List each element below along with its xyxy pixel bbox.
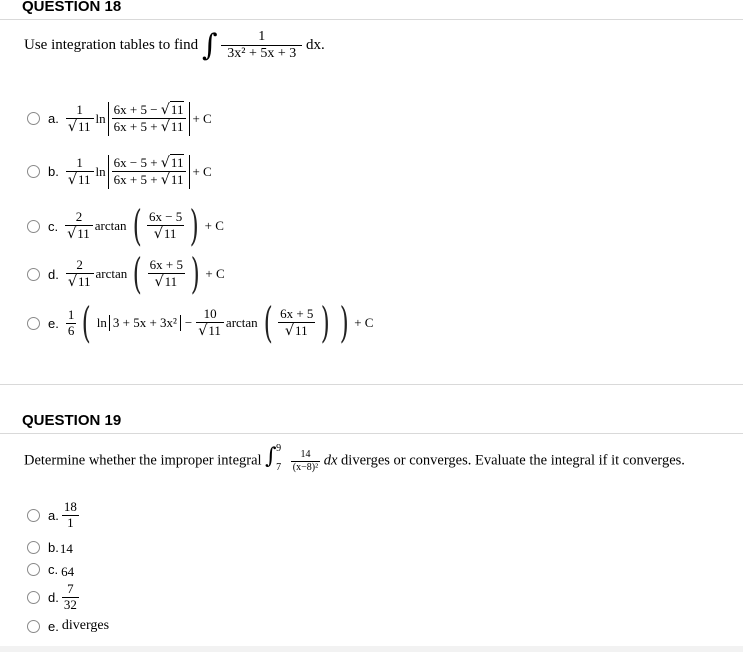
num-radicand: 11	[170, 102, 184, 117]
ln-name: ln	[96, 315, 107, 330]
option-e-value: diverges	[61, 618, 110, 633]
abs-expression: 3 + 5x + 3x²	[109, 315, 181, 331]
integrand-numerator: 14	[300, 449, 311, 460]
left-paren: (	[82, 298, 92, 347]
value-numerator: 18	[63, 499, 77, 514]
fn-name: arctan	[225, 315, 258, 330]
coef-numerator: 1	[67, 306, 75, 322]
dx-label: dx.	[306, 37, 325, 53]
definite-integral	[265, 443, 287, 476]
q19-option-d[interactable]	[27, 582, 79, 613]
fn-name: arctan	[95, 266, 128, 281]
radio-d[interactable]	[27, 591, 40, 604]
coef-radicand: 11	[77, 118, 91, 134]
abs-numerator: 6x − 5 +	[113, 155, 161, 170]
coef-numerator: 2	[75, 208, 83, 224]
minus-sign: −	[184, 315, 193, 330]
option-c[interactable]	[27, 201, 225, 250]
abs-denominator: 6x + 5 +	[113, 172, 161, 188]
integrand	[291, 449, 320, 473]
option-letter: d.	[48, 266, 59, 282]
coef-numerator: 2	[76, 256, 83, 272]
coef-radicand: 11	[77, 171, 91, 187]
option-letter: e.	[48, 315, 59, 331]
integrand-numerator: 1	[258, 28, 266, 44]
question-divider	[0, 384, 743, 385]
fn-name: arctan	[94, 218, 127, 233]
radio-a[interactable]	[27, 112, 40, 125]
option-d-expression: $\frac{2}{√11}$ arctan ( $\frac{6x + 5}{√11}$ ) + C	[67, 249, 225, 298]
option-e-expression: $\frac{1}{6}$ ( ln 3 + 5x + 3x² − $\frac{10}{√11}$ arctan ( $\frac{6x + 5}{√11}$ ) ) + C	[67, 298, 374, 347]
left-paren: (	[132, 201, 142, 250]
option-e[interactable]	[27, 298, 374, 347]
option-d[interactable]	[27, 249, 226, 298]
coef-numerator: 1	[76, 154, 83, 170]
radio-e[interactable]	[27, 620, 40, 633]
arg-numerator: 6x − 5	[148, 208, 183, 224]
option-letter: b.	[48, 164, 59, 180]
den-radicand: 11	[170, 119, 184, 135]
constant: + C	[204, 218, 224, 233]
question-19-header	[0, 412, 743, 434]
option-letter: b.	[48, 539, 59, 555]
den-radicand: 11	[170, 172, 184, 188]
option-b-expression: $\frac{1}{√11}$ ln $\frac{6x - 5 + √11}{6x + 5 + √11}$ + C	[67, 154, 212, 189]
integral-sign: ∫	[201, 28, 218, 63]
value-denominator: 1	[62, 515, 79, 531]
option-letter: e.	[48, 618, 59, 634]
arg-numerator: 6x + 5	[149, 256, 183, 272]
left-paren: (	[132, 249, 142, 298]
option-a[interactable]	[27, 102, 213, 136]
question-19-prompt	[24, 443, 685, 476]
option-letter: d.	[48, 589, 59, 605]
prompt-text: Use integration tables to find	[24, 37, 199, 53]
dx-label: dx	[323, 452, 338, 469]
right-paren: )	[190, 249, 200, 298]
q19-option-a[interactable]	[27, 500, 79, 531]
abs-numerator: 6x + 5 −	[113, 102, 161, 117]
option-a-value	[62, 500, 79, 531]
integrand-denominator: 3x² + 5x + 3	[221, 45, 302, 62]
constant: + C	[205, 266, 225, 281]
question-19-title: QUESTION 19	[22, 412, 122, 429]
prompt-text-after: diverges or converges. Evaluate the integral if it converges.	[341, 452, 685, 469]
q19-option-b[interactable]	[27, 539, 73, 555]
left-paren-inner: (	[263, 298, 273, 347]
radio-d[interactable]	[27, 268, 40, 281]
q19-option-e[interactable]	[27, 618, 109, 634]
constant: + C	[354, 315, 374, 330]
arg-radicand: 11	[295, 322, 308, 338]
abs-denominator: 6x + 5 +	[113, 119, 161, 135]
option-letter: a.	[48, 507, 59, 523]
question-18-header	[0, 0, 743, 20]
option-letter: c.	[48, 561, 59, 577]
lower-limit: 7	[276, 462, 282, 473]
option-letter: a.	[48, 111, 59, 127]
right-paren-inner: )	[321, 298, 331, 347]
right-paren: )	[189, 201, 199, 250]
option-b[interactable]	[27, 155, 213, 189]
value-numerator: 7	[67, 581, 74, 596]
radio-c[interactable]	[27, 563, 40, 576]
option-b-value: 14	[59, 541, 73, 556]
coef2-numerator: 10	[203, 305, 217, 321]
radio-a[interactable]	[27, 509, 40, 522]
option-c-expression: $\frac{2}{√11}$ arctan ( $\frac{6x - 5}{√11}$ ) + C	[67, 201, 224, 250]
option-c-value: 64	[61, 564, 75, 579]
coef-radicand: 11	[77, 273, 91, 289]
integrand	[221, 29, 302, 62]
radio-c[interactable]	[27, 220, 40, 233]
constant: + C	[192, 163, 212, 179]
constant: + C	[192, 110, 212, 126]
radio-b[interactable]	[27, 165, 40, 178]
option-d-value	[62, 582, 79, 613]
num-radicand: 11	[170, 155, 184, 170]
question-18-title: QUESTION 18	[22, 0, 122, 15]
coef-denominator: 6	[67, 322, 75, 338]
fn-name: ln	[95, 163, 106, 179]
prompt-text-before: Determine whether the improper integral	[24, 452, 262, 469]
arg-numerator: 6x + 5	[280, 305, 314, 321]
integrand-denominator: (x−8)²	[292, 461, 319, 473]
question-18-prompt	[24, 28, 325, 63]
fn-name: ln	[95, 110, 106, 126]
arg-radicand: 11	[163, 225, 177, 241]
radio-e[interactable]	[27, 317, 40, 330]
right-paren: )	[339, 298, 349, 347]
upper-limit: 9	[276, 443, 282, 454]
option-letter: c.	[48, 218, 59, 234]
value-denominator: 32	[63, 596, 77, 612]
q19-option-c[interactable]	[27, 561, 74, 577]
bottom-border	[0, 646, 743, 652]
radio-b[interactable]	[27, 541, 40, 554]
option-a-expression: $\frac{1}{√11}$ ln $\frac{6x + 5 - √11}{6x + 5 + √11}$ + C	[67, 101, 212, 136]
integral-sign: ∫	[265, 444, 277, 469]
coef-radicand: 11	[77, 225, 90, 241]
coef-numerator: 1	[76, 101, 83, 117]
coef2-radicand: 11	[208, 322, 221, 338]
arg-radicand: 11	[164, 273, 178, 289]
